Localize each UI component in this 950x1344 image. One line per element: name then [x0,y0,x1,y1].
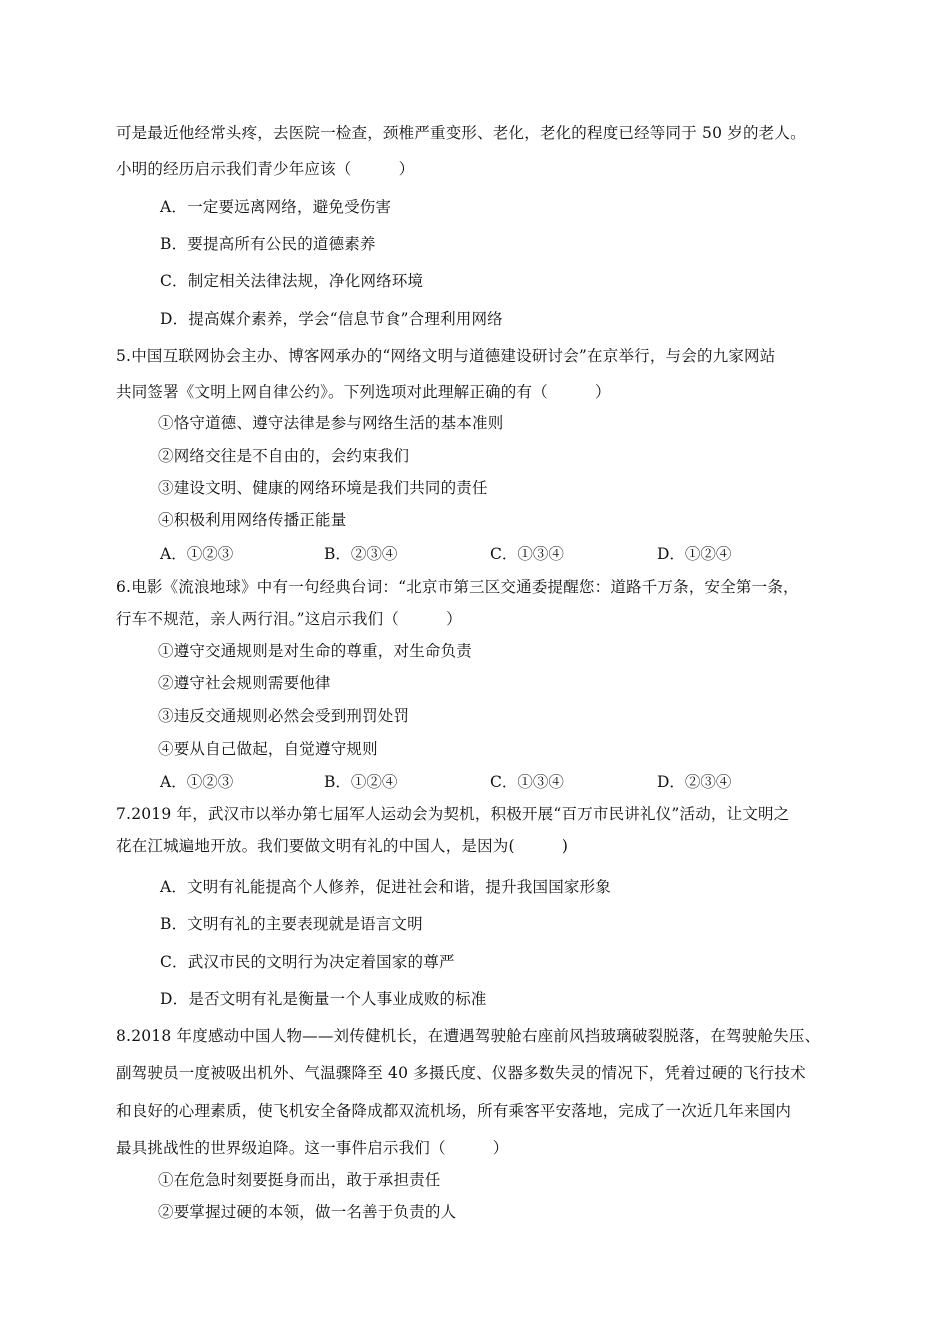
q5-choice-c: C．①③④ [490,545,564,563]
q4-option-b: B．要提高所有公民的道德素养 [160,235,376,253]
q6-item-1: ①遵守交通规则是对生命的尊重，对生命负责 [158,642,473,660]
q5-choice-d: D．①②④ [657,545,732,563]
q8-stem-line-3: 和良好的心理素质，使飞机安全备降成都双流机场，所有乘客平安落地，完成了一次近几年来国内 [116,1102,792,1120]
q5-item-3: ③建设文明、健康的网络环境是我们共同的责任 [158,479,488,497]
q6-stem-line-2: 行车不规范，亲人两行泪。”这启示我们（ ） [116,610,462,628]
q8-stem-line-2: 副驾驶员一度被吸出机外、气温骤降至 40 多摄氏度、仪器多数失灵的情况下，凭着过硬的飞行技术 [116,1064,806,1082]
q6-item-3: ③违反交通规则必然会受到刑罚处罚 [158,707,410,725]
q7-option-d: D．是否文明有礼是衡量一个人事业成败的标准 [160,990,487,1008]
q7-option-c: C．武汉市民的文明行为决定着国家的尊严 [160,953,455,971]
q6-item-2: ②遵守社会规则需要他律 [158,674,331,692]
q8-stem-line-4: 最具挑战性的世界级迫降。这一事件启示我们（ ） [116,1139,509,1157]
q8-item-1: ①在危急时刻要挺身而出，敢于承担责任 [158,1171,441,1189]
q7-stem-line-2: 花在江城遍地开放。我们要做文明有礼的中国人，是因为( ) [116,837,569,855]
intro-line-2: 小明的经历启示我们青少年应该（ ） [116,160,415,178]
q4-option-d: D．提高媒介素养，学会“信息节食”合理利用网络 [160,310,503,328]
q5-choice-a: A．①②③ [160,545,234,563]
q5-item-1: ①恪守道德、遵守法律是参与网络生活的基本准则 [158,414,504,432]
q4-option-c: C．制定相关法律法规，净化网络环境 [160,272,424,290]
intro-line-1: 可是最近他经常头疼，去医院一检查，颈椎严重变形、老化，老化的程度已经等同于 50 岁的老人。 [116,124,806,142]
q6-choice-a: A．①②③ [160,773,234,791]
q5-stem-line-1: 5.中国互联网协会主办、博客网承办的“网络文明与道德建设研讨会”在京举行，与会的九家网站 [116,347,776,365]
q8-item-2: ②要掌握过硬的本领，做一名善于负责的人 [158,1203,457,1221]
q7-stem-line-1: 7.2019 年，武汉市以举办第七届军人运动会为契机，积极开展“百万市民讲礼仪”活动，让文明之 [116,805,790,823]
q6-choice-c: C．①③④ [490,773,564,791]
q6-stem-line-1: 6.电影《流浪地球》中有一句经典台词：“北京市第三区交通委提醒您：道路千万条，安全第一条， [116,578,799,596]
q7-option-b: B．文明有礼的主要表现就是语言文明 [160,915,423,933]
q5-item-2: ②网络交往是不自由的，会约束我们 [158,447,410,465]
q6-choice-d: D．②③④ [657,773,732,791]
q6-item-4: ④要从自己做起，自觉遵守规则 [158,740,378,758]
q4-option-a: A．一定要远离网络，避免受伤害 [160,198,392,216]
q5-item-4: ④积极利用网络传播正能量 [158,511,347,529]
q7-option-a: A．文明有礼能提高个人修养，促进社会和谐，提升我国国家形象 [160,878,611,896]
q5-stem-line-2: 共同签署《文明上网自律公约》。下列选项对此理解正确的有（ ） [116,383,611,401]
q8-stem-line-1: 8.2018 年度感动中国人物——刘传健机长，在遭遇驾驶舱右座前风挡玻璃破裂脱落，在驾驶舱失压、 [116,1027,821,1045]
q6-choice-b: B．①②④ [324,773,398,791]
q5-choice-b: B．②③④ [324,545,398,563]
